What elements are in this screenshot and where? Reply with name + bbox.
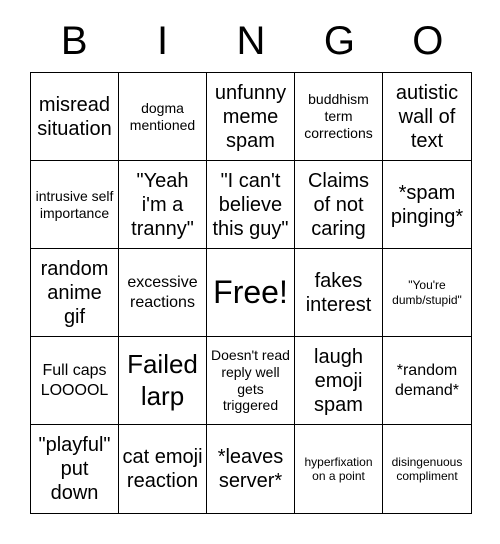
cell-label: fakes interest <box>305 269 372 316</box>
cell-label: dogma mentioned <box>129 99 196 133</box>
bingo-cell[interactable] <box>119 425 207 513</box>
cell-label: "You're dumb/stupid" <box>392 278 462 307</box>
cell-label: *random demand* <box>394 362 460 399</box>
cell-label: cat emoji reaction <box>122 446 203 492</box>
cell-label: "playful" put down <box>38 434 111 504</box>
cell-label: Claims of not caring <box>307 169 370 240</box>
bingo-cell[interactable] <box>207 425 295 513</box>
bingo-cell[interactable] <box>295 249 383 337</box>
cell-label: "Yeah i'm a tranny" <box>131 169 194 240</box>
bingo-cell[interactable] <box>295 337 383 425</box>
bingo-cell[interactable] <box>119 249 207 337</box>
free-space-cell[interactable] <box>207 249 295 337</box>
cell-label: *leaves server* <box>217 446 284 492</box>
cell-label: intrusive self importance <box>35 187 114 221</box>
bingo-cell[interactable] <box>119 337 207 425</box>
bingo-cell[interactable] <box>295 73 383 161</box>
bingo-cell[interactable] <box>31 337 119 425</box>
header-letter-g: G <box>323 19 355 63</box>
cell-label: *spam pinging* <box>390 181 464 228</box>
bingo-cell[interactable] <box>207 73 295 161</box>
bingo-cell[interactable] <box>295 161 383 249</box>
cell-label: disingenuous compliment <box>391 454 463 483</box>
bingo-cell[interactable] <box>31 73 119 161</box>
cell-label: autistic wall of text <box>395 81 459 152</box>
header-letter-b: B <box>60 19 88 63</box>
cell-label: hyperfixation on a point <box>304 454 373 483</box>
bingo-cell[interactable] <box>383 161 471 249</box>
cell-label: "I can't believe this guy" <box>212 169 289 240</box>
header-letter-i: I <box>157 19 169 63</box>
bingo-cell[interactable] <box>119 161 207 249</box>
cell-label: excessive reactions <box>127 274 198 311</box>
cell-label: misread situation <box>37 93 112 140</box>
cell-label: Full caps LOOOOL <box>40 362 109 399</box>
bingo-cell[interactable] <box>31 161 119 249</box>
cell-label: random anime gif <box>40 257 109 328</box>
bingo-cell[interactable] <box>383 425 471 513</box>
cell-label: Failed larp <box>127 349 198 411</box>
cell-label: laugh emoji spam <box>314 345 363 416</box>
bingo-cell[interactable] <box>295 425 383 513</box>
header-letter-n: N <box>236 19 266 63</box>
bingo-cell[interactable] <box>119 73 207 161</box>
bingo-header <box>30 0 472 72</box>
bingo-cell[interactable] <box>383 337 471 425</box>
bingo-cell[interactable] <box>31 249 119 337</box>
cell-label: Free! <box>213 274 288 311</box>
bingo-cell[interactable] <box>383 73 471 161</box>
bingo-cell[interactable] <box>207 337 295 425</box>
bingo-board <box>30 72 472 514</box>
bingo-cell[interactable] <box>383 249 471 337</box>
bingo-cell[interactable] <box>31 425 119 513</box>
cell-label: unfunny meme spam <box>214 81 287 152</box>
header-letter-o: O <box>412 19 444 63</box>
cell-label: Doesn't read reply well gets triggered <box>211 346 290 414</box>
bingo-cell[interactable] <box>207 161 295 249</box>
cell-label: buddhism term corrections <box>304 91 373 141</box>
